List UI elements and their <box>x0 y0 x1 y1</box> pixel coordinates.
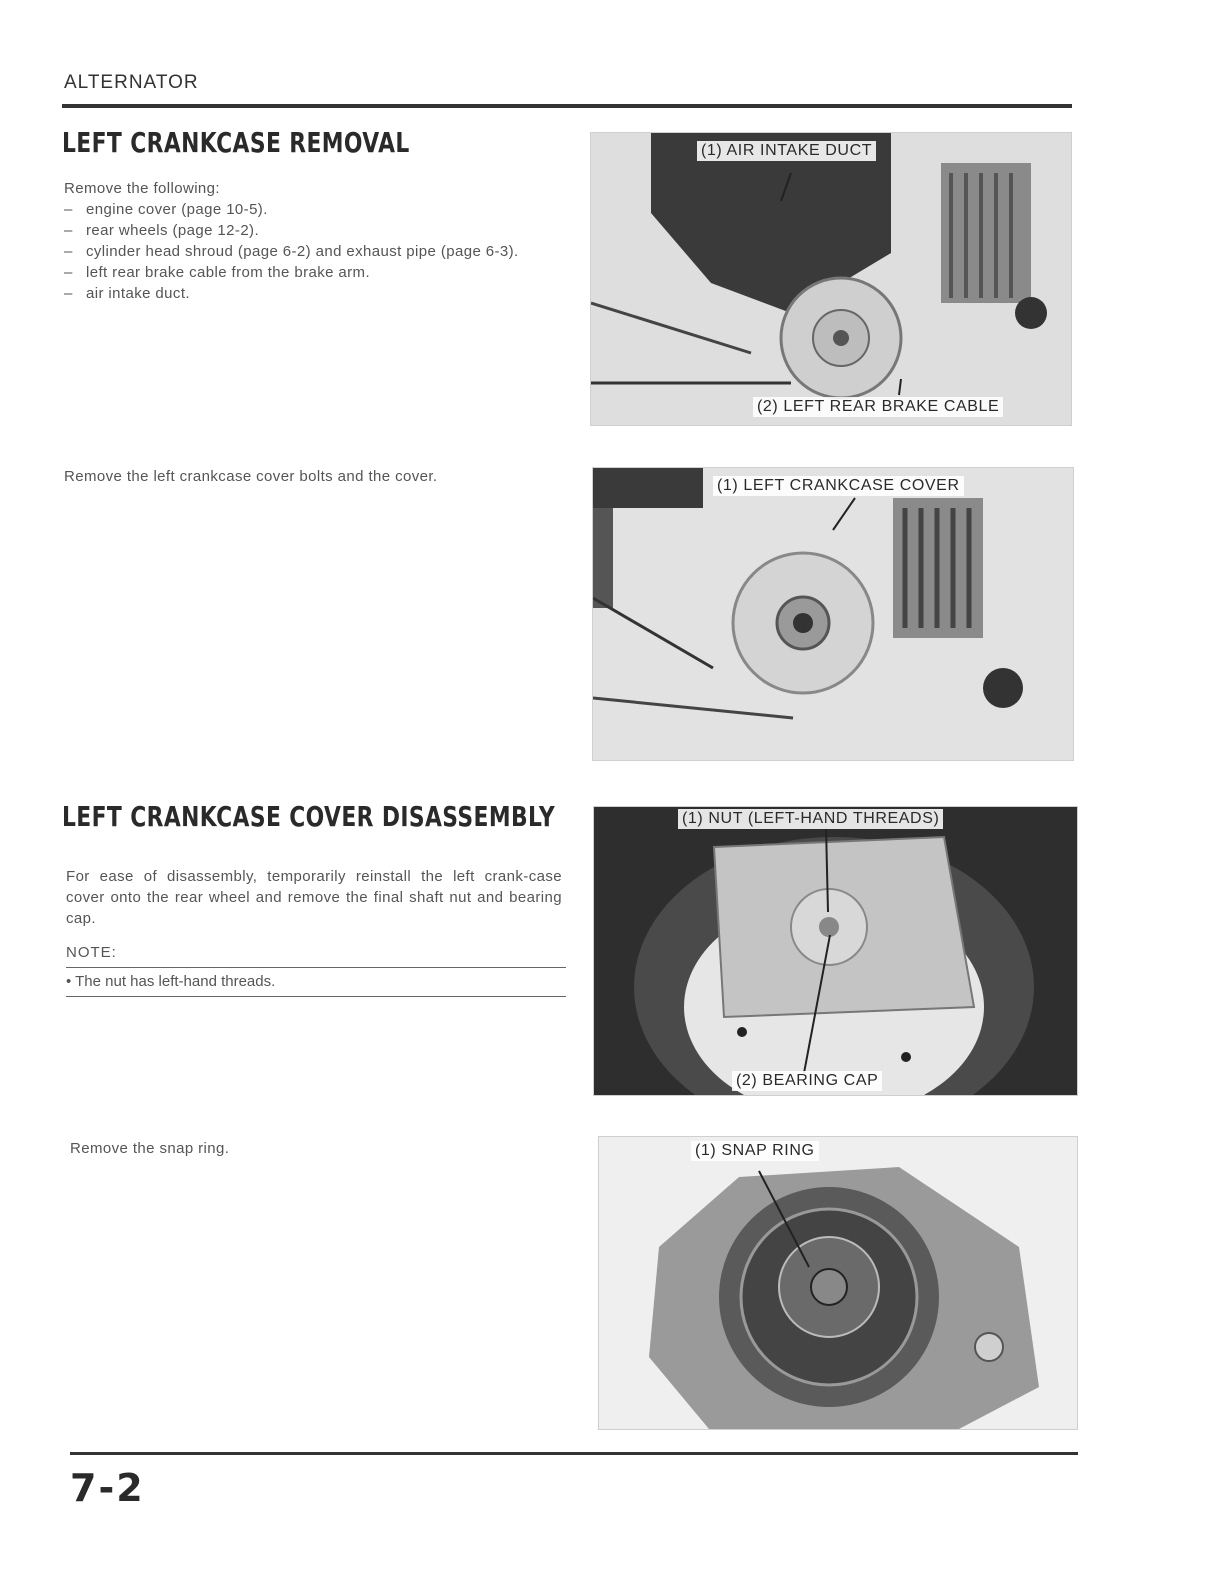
figure-3-callout-nut: (1) NUT (LEFT-HAND THREADS) <box>678 809 943 829</box>
section1-body <box>64 178 574 304</box>
section2-paragraph: For ease of disassembly, temporarily reinstall the left crank-case cover onto the rear wheel and remove the final shaft nut and bearing cap. <box>66 868 562 927</box>
list-item: – engine cover (page 10-5). <box>64 199 574 220</box>
list-item: – cylinder head shroud (page 6-2) and exhaust pipe (page 6-3). <box>64 241 574 262</box>
figure-4-callout-snap-ring: (1) SNAP RING <box>691 1141 819 1161</box>
top-rule <box>62 104 1072 108</box>
note-item: • The nut has left-hand threads. <box>66 973 276 990</box>
note-label: NOTE: <box>66 944 117 961</box>
figure-3-illustration <box>594 807 1077 1095</box>
note-rule <box>66 996 566 997</box>
figure-1-callout-air-intake-duct: (1) AIR INTAKE DUCT <box>697 141 876 161</box>
figure-2-illustration <box>593 468 1073 760</box>
figure-3-photo <box>593 806 1078 1096</box>
figure-4-illustration <box>599 1137 1077 1429</box>
figure-1-callout-brake-cable: (2) LEFT REAR BRAKE CABLE <box>753 397 1003 417</box>
removal-list <box>64 199 574 304</box>
list-item: – air intake duct. <box>64 283 574 304</box>
figure-4-photo <box>598 1136 1078 1430</box>
note-rule <box>66 967 566 968</box>
note-block <box>66 944 566 1002</box>
figure-2-callout-crankcase-cover: (1) LEFT CRANKCASE COVER <box>713 476 964 496</box>
section-header: ALTERNATOR <box>64 72 199 93</box>
figure-1-illustration <box>591 133 1071 425</box>
section1-intro: Remove the following: <box>64 180 220 197</box>
figure-3-callout-bearing-cap: (2) BEARING CAP <box>732 1071 882 1091</box>
section1-title: LEFT CRANKCASE REMOVAL <box>62 126 410 159</box>
section1-step2: Remove the left crankcase cover bolts and the cover. <box>64 468 438 485</box>
list-item: – left rear brake cable from the brake arm. <box>64 262 574 283</box>
bottom-rule <box>70 1452 1078 1455</box>
figure-1-photo <box>590 132 1072 426</box>
section2-title: LEFT CRANKCASE COVER DISASSEMBLY <box>62 800 556 833</box>
list-item: – rear wheels (page 12-2). <box>64 220 574 241</box>
page-number: 7-2 <box>70 1466 145 1510</box>
figure-2-photo <box>592 467 1074 761</box>
section2-step2: Remove the snap ring. <box>70 1140 230 1157</box>
